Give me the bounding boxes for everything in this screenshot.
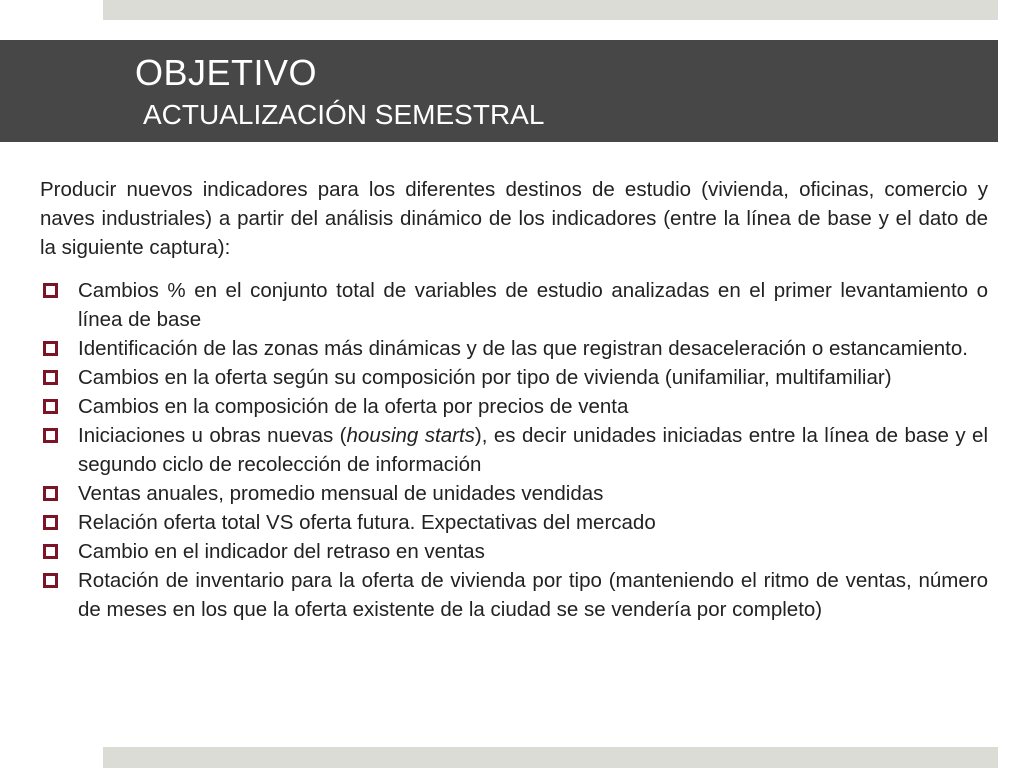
bullet-item	[40, 363, 988, 392]
square-bullet-icon	[43, 283, 58, 298]
bullet-text: Cambios % en el conjunto total de variables de estudio analizadas en el primer levantamiento o línea de base	[78, 279, 988, 331]
bullet-text: Cambio en el indicador del retraso en ventas	[78, 540, 485, 563]
bottom-decor-bar	[103, 747, 998, 768]
bullet-text-post: ), es decir unidades iniciadas entre la línea de base y el segundo ciclo de recolección de información	[78, 424, 988, 476]
slide-subtitle: ACTUALIZACIÓN SEMESTRAL	[143, 99, 545, 130]
bullet-text: Ventas anuales, promedio mensual de unidades vendidas	[78, 482, 604, 505]
bullet-text: Identificación de las zonas más dinámicas y de las que registran desaceleración o estancamiento.	[78, 337, 968, 360]
square-bullet-icon	[43, 515, 58, 530]
bullet-item	[40, 479, 988, 508]
bullet-text: Relación oferta total VS oferta futura. Expectativas del mercado	[78, 511, 656, 534]
bullet-text: Rotación de inventario para la oferta de vivienda por tipo (manteniendo el ritmo de ventas, número de meses en los que la oferta existente de la ciudad se se vendería por completo)	[78, 569, 988, 621]
square-bullet-icon	[43, 573, 58, 588]
slide-title: OBJETIVO	[135, 52, 318, 93]
square-bullet-icon	[43, 370, 58, 385]
square-bullet-icon	[43, 544, 58, 559]
bullet-text	[78, 424, 988, 476]
square-bullet-icon	[43, 399, 58, 414]
square-bullet-icon	[43, 486, 58, 501]
intro-paragraph: Producir nuevos indicadores para los diferentes destinos de estudio (vivienda, oficinas, comercio y naves industriales) a partir del análisis dinámico de los indicadores (entre la línea de base y el dato de la siguiente captura):	[40, 178, 988, 259]
bullet-text: Cambios en la oferta según su composición por tipo de vivienda (unifamiliar, multifamiliar)	[78, 366, 892, 389]
bullet-item	[40, 276, 988, 334]
bullet-item	[40, 537, 988, 566]
bullet-item	[40, 566, 988, 624]
bullet-item	[40, 421, 988, 479]
bullet-text-pre: Iniciaciones u obras nuevas (	[78, 424, 347, 447]
bullet-item	[40, 334, 988, 363]
square-bullet-icon	[43, 428, 58, 443]
bullet-text-emphasis: housing starts	[346, 424, 475, 447]
bullet-list	[40, 276, 988, 624]
bullet-item	[40, 392, 988, 421]
slide-content	[40, 175, 988, 624]
bullet-item	[40, 508, 988, 537]
bullet-text: Cambios en la composición de la oferta por precios de venta	[78, 395, 629, 418]
square-bullet-icon	[43, 341, 58, 356]
top-decor-bar	[103, 0, 998, 20]
